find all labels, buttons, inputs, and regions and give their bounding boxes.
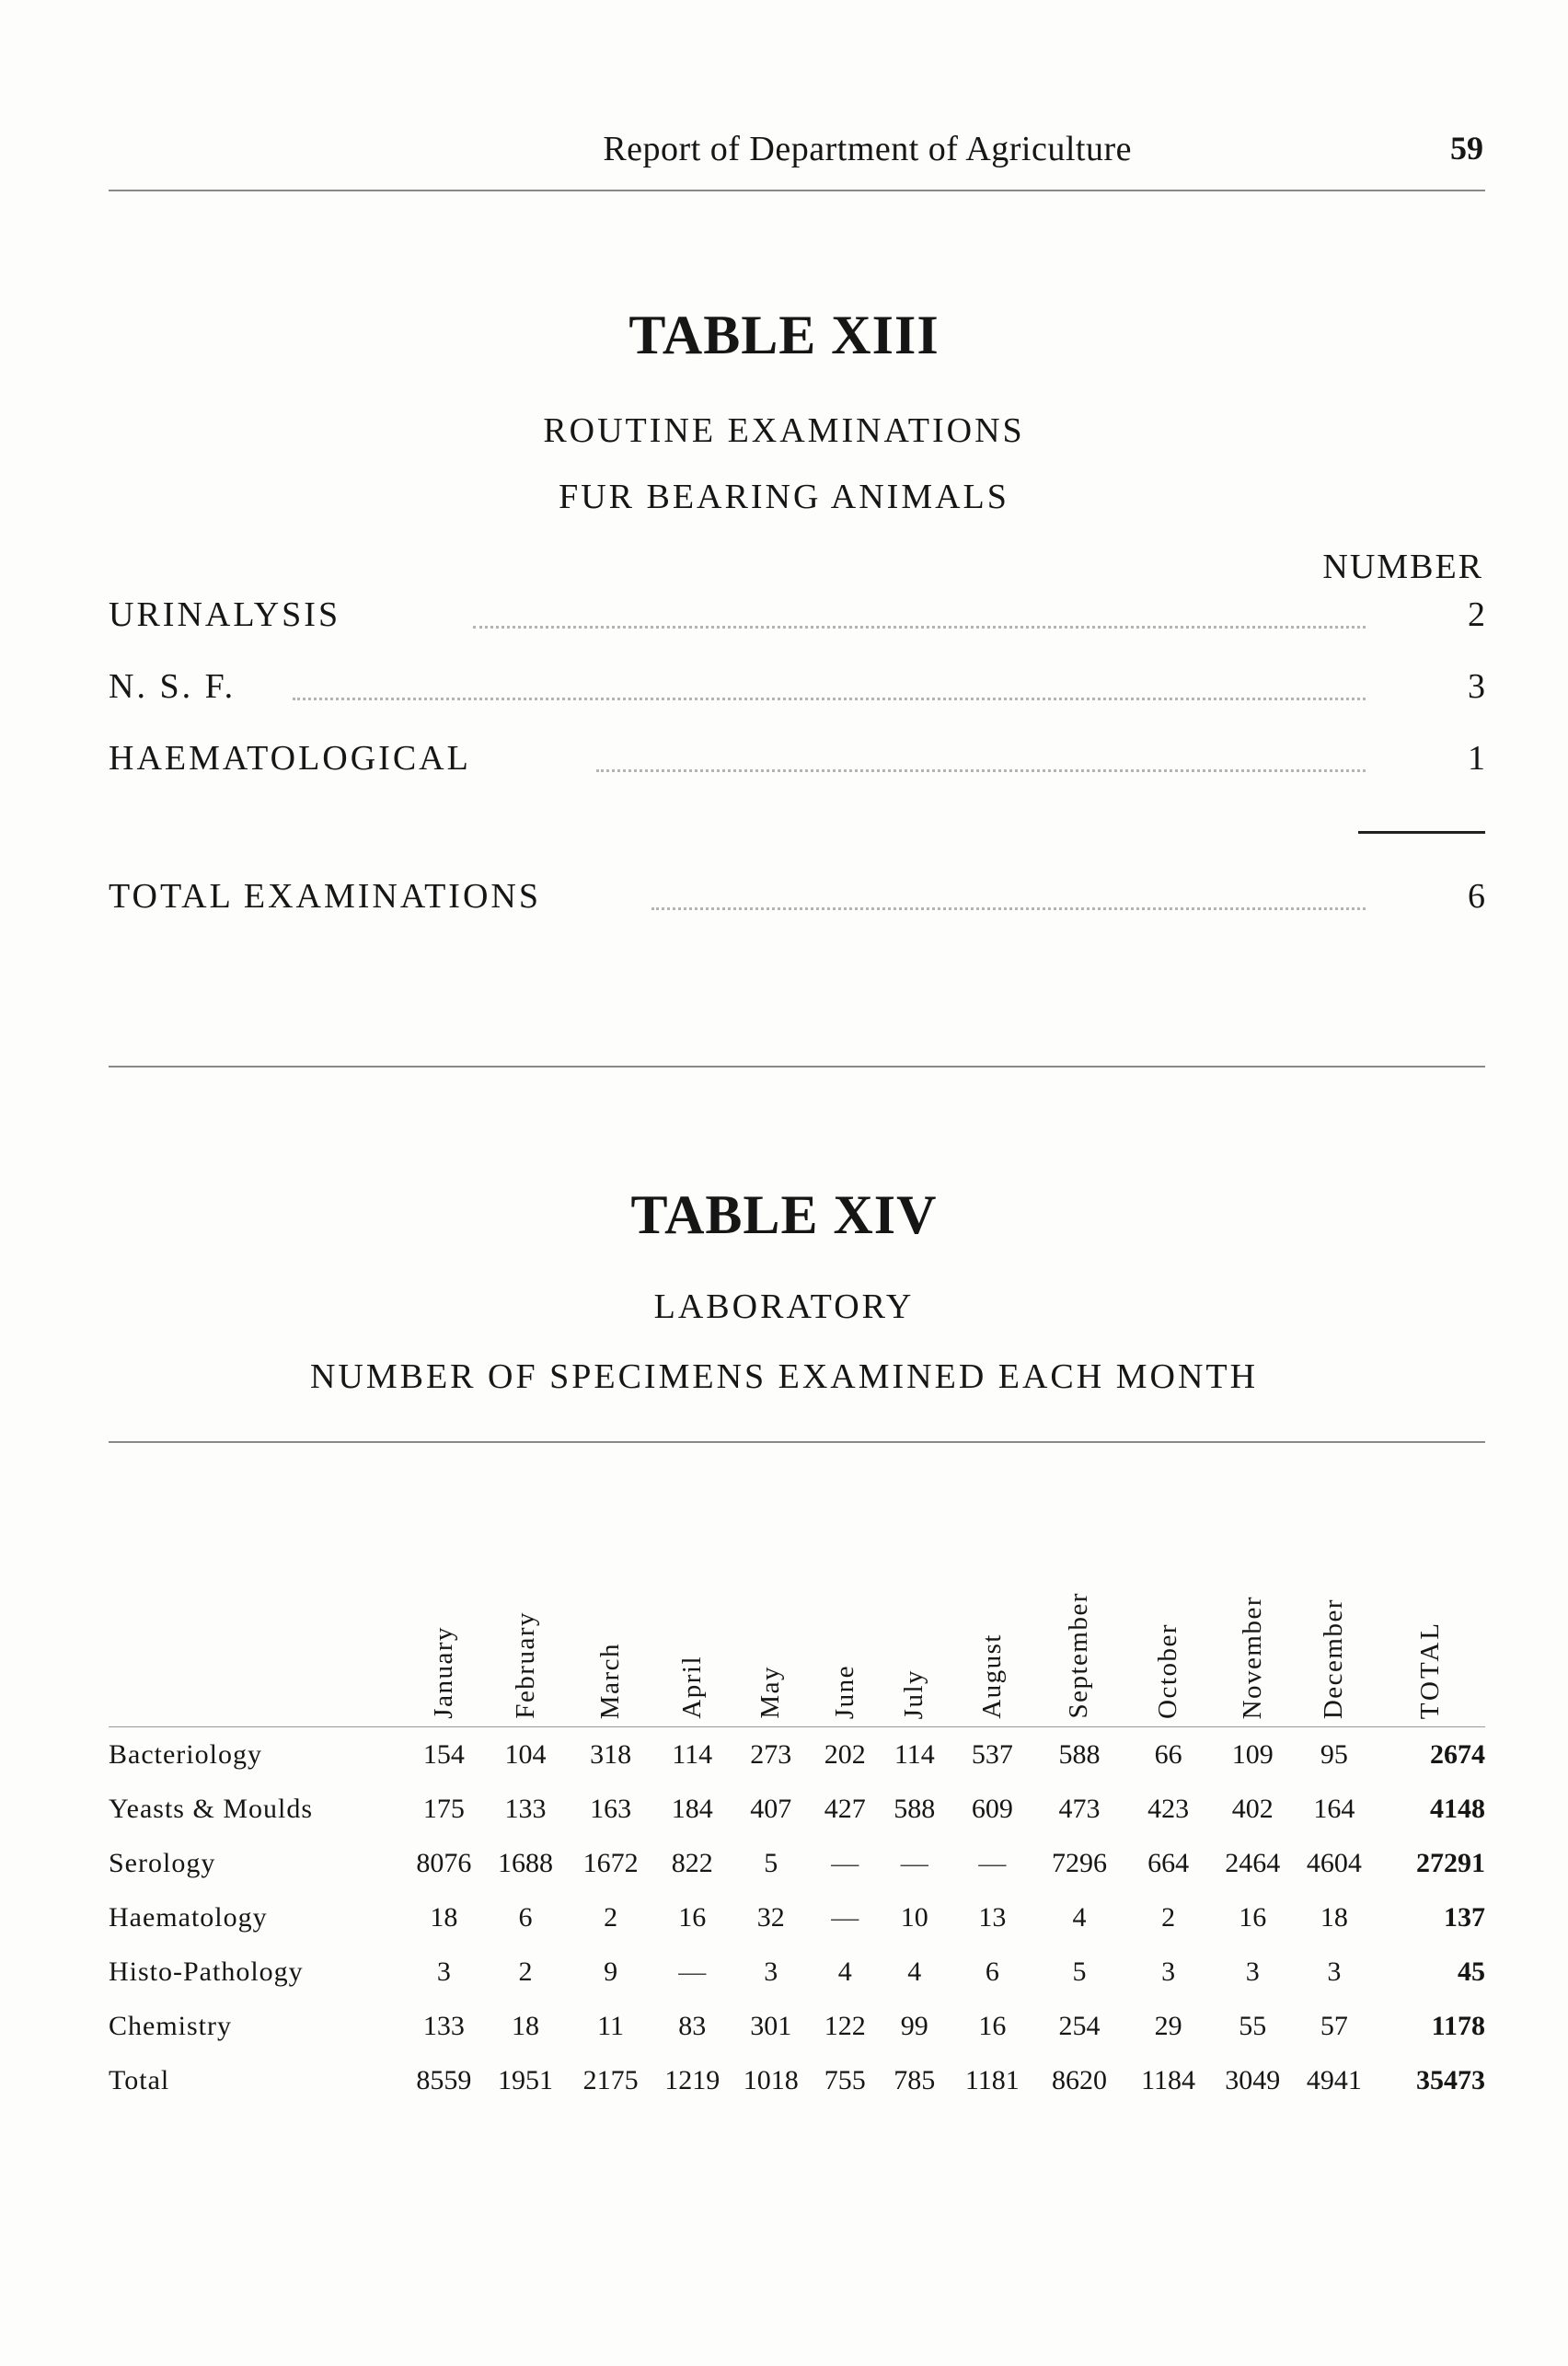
table-cell: 273 [750, 1738, 792, 1770]
row-label: Haematology [109, 1901, 268, 1933]
table-cell: 3 [436, 1956, 451, 1987]
table-cell: 3049 [1225, 2064, 1281, 2095]
table-cell: 184 [671, 1793, 713, 1824]
table-cell: 1219 [664, 2064, 721, 2095]
table-cell: 822 [671, 1847, 713, 1878]
table-cell: 16 [678, 1901, 707, 1933]
exam-total-value: 6 [1468, 877, 1485, 916]
table-cell: 154 [422, 1738, 465, 1770]
exam-label: N. S. F. [109, 667, 236, 706]
table-cell: 8620 [1051, 2064, 1107, 2095]
table-cell: 4 [1072, 1901, 1087, 1933]
table14-top-rule [109, 1441, 1485, 1443]
table-row [109, 2053, 1485, 2107]
table-cell: 664 [1147, 1847, 1190, 1878]
col-march: March [568, 1489, 653, 1727]
header-row [109, 1489, 1485, 1727]
row-label: Yeasts & Moulds [109, 1793, 313, 1824]
row-label: Total [109, 2064, 170, 2095]
leader-dots [651, 907, 1366, 910]
table-cell: 318 [590, 1738, 632, 1770]
table-cell: 3 [764, 1956, 778, 1987]
table-cell: 537 [971, 1738, 1013, 1770]
table-cell: 5 [764, 1847, 778, 1878]
table-cell: 473 [1058, 1793, 1101, 1824]
table-row [109, 1945, 1485, 1999]
table-cell: 2 [518, 1956, 533, 1987]
table-cell: 588 [1058, 1738, 1101, 1770]
col-november: November [1213, 1489, 1293, 1727]
table-cell: 109 [1231, 1738, 1274, 1770]
col-august: August [950, 1489, 1035, 1727]
row-label: Bacteriology [109, 1738, 262, 1770]
table-cell: 4604 [1306, 1847, 1362, 1878]
col-may: May [731, 1489, 811, 1727]
exam-row-haematological [109, 738, 1485, 784]
col-total: TOTAL [1376, 1489, 1485, 1727]
table-cell: 8076 [416, 1847, 472, 1878]
exam-row-total [109, 876, 1485, 922]
row-total-cell: 1178 [1431, 2010, 1485, 2041]
exam-label: HAEMATOLOGICAL [109, 739, 471, 778]
table-cell: 9 [604, 1956, 618, 1987]
page-number: 59 [1450, 130, 1483, 167]
col-june: June [811, 1489, 879, 1727]
table-cell: 2464 [1225, 1847, 1281, 1878]
table-cell: 1184 [1141, 2064, 1196, 2095]
table-cell: 5 [1072, 1956, 1087, 1987]
table-cell: — [678, 1956, 707, 1987]
table-cell: 407 [750, 1793, 792, 1824]
row-label: Serology [109, 1847, 216, 1878]
table-row [109, 1999, 1485, 2053]
table-cell: 163 [590, 1793, 632, 1824]
col-october: October [1124, 1489, 1213, 1727]
table-cell: 2 [604, 1901, 618, 1933]
table-cell: 66 [1154, 1738, 1182, 1770]
exam-value: 2 [1468, 595, 1485, 634]
table-cell: 3 [1161, 1956, 1176, 1987]
table-cell: 4 [837, 1956, 852, 1987]
table-cell: 254 [1058, 2010, 1101, 2041]
table-cell: — [978, 1847, 1007, 1878]
table-cell: 6 [518, 1901, 533, 1933]
exam-label: URINALYSIS [109, 595, 341, 634]
col-february: February [483, 1489, 569, 1727]
table-cell: 755 [824, 2064, 866, 2095]
section-divider [109, 1066, 1485, 1068]
table-cell: 2175 [582, 2064, 639, 2095]
table-cell: 11 [597, 2010, 625, 2041]
table-cell: — [900, 1847, 928, 1878]
table-cell: 6 [985, 1956, 999, 1987]
table-cell: 114 [672, 1738, 713, 1770]
table-cell: 7296 [1051, 1847, 1107, 1878]
col-january: January [405, 1489, 483, 1727]
table-cell: 785 [894, 2064, 936, 2095]
running-head: Report of Department of Agriculture [603, 130, 1132, 168]
table-cell: 57 [1320, 2010, 1348, 2041]
table-cell: 423 [1147, 1793, 1190, 1824]
row-total-cell: 2674 [1430, 1738, 1485, 1770]
table-cell: 99 [900, 2010, 928, 2041]
table-cell: 10 [900, 1901, 928, 1933]
number-column-header: NUMBER [1322, 548, 1483, 586]
exam-row-urinalysis [109, 594, 1485, 641]
table-cell: 18 [512, 2010, 539, 2041]
table-cell: 202 [824, 1738, 866, 1770]
table-cell: 427 [824, 1793, 866, 1824]
table-cell: 588 [894, 1793, 936, 1824]
row-label: Histo-Pathology [109, 1956, 304, 1987]
table-row [109, 1727, 1485, 1783]
table-cell: 609 [971, 1793, 1013, 1824]
table-cell: 16 [978, 2010, 1007, 2041]
table-cell: 1688 [498, 1847, 553, 1878]
table-row [109, 1890, 1485, 1945]
table-cell: 114 [894, 1738, 935, 1770]
table-cell: 2 [1161, 1901, 1176, 1933]
table-cell: 133 [422, 2010, 465, 2041]
sum-rule [1358, 831, 1485, 834]
table13-subtitle-2: FUR BEARING ANIMALS [559, 478, 1009, 516]
table-cell: 18 [430, 1901, 458, 1933]
header-rule [109, 190, 1485, 191]
table-cell: 29 [1154, 2010, 1182, 2041]
table-cell: — [831, 1847, 859, 1878]
table-cell: 402 [1231, 1793, 1274, 1824]
row-total-cell: 45 [1458, 1956, 1485, 1987]
table14-title: TABLE XIV [630, 1184, 938, 1245]
table-row [109, 1782, 1485, 1836]
table-cell: 164 [1313, 1793, 1355, 1824]
row-total-cell: 27291 [1416, 1847, 1485, 1878]
table-cell: 18 [1320, 1901, 1348, 1933]
table-cell: 32 [756, 1901, 785, 1933]
exam-total-label: TOTAL EXAMINATIONS [109, 877, 541, 916]
table-cell: 1951 [498, 2064, 553, 2095]
leader-dots [596, 769, 1366, 772]
table-cell: 8559 [416, 2064, 472, 2095]
leader-dots [473, 626, 1366, 629]
table14-subtitle-2: NUMBER OF SPECIMENS EXAMINED EACH MONTH [309, 1357, 1259, 1396]
table-cell: 83 [678, 2010, 707, 2041]
table-cell: 122 [824, 2010, 866, 2041]
table13-subtitle-1: ROUTINE EXAMINATIONS [543, 411, 1025, 450]
table-cell: 175 [422, 1793, 465, 1824]
table14-subtitle-1: LABORATORY [653, 1287, 915, 1326]
exam-value: 3 [1468, 667, 1485, 706]
exam-value: 1 [1468, 739, 1485, 778]
table-cell: 104 [504, 1738, 547, 1770]
table-cell: 4 [907, 1956, 922, 1987]
table-cell: — [831, 1901, 859, 1933]
table-cell: 13 [978, 1901, 1007, 1933]
table-cell: 1018 [743, 2064, 799, 2095]
col-april: April [653, 1489, 732, 1727]
table-cell: 3 [1245, 1956, 1260, 1987]
col-december: December [1293, 1489, 1377, 1727]
table-cell: 1672 [582, 1847, 639, 1878]
table-cell: 1181 [964, 2064, 1020, 2095]
table-cell: 301 [750, 2010, 792, 2041]
row-total-cell: 137 [1444, 1901, 1485, 1933]
row-label-header [109, 1489, 405, 1727]
table-row [109, 1836, 1485, 1890]
table-cell: 16 [1239, 1901, 1267, 1933]
row-total-cell: 35473 [1416, 2064, 1485, 2095]
exam-row-nsf [109, 666, 1485, 712]
row-label: Chemistry [109, 2010, 232, 2041]
col-september: September [1035, 1489, 1124, 1727]
row-total-cell: 4148 [1430, 1793, 1485, 1824]
table13-title: TABLE XIII [628, 305, 940, 365]
specimens-table [109, 1489, 1485, 2107]
table-cell: 95 [1320, 1738, 1348, 1770]
table-cell: 4941 [1306, 2064, 1362, 2095]
col-july: July [880, 1489, 951, 1727]
leader-dots [293, 698, 1366, 700]
table-cell: 133 [504, 1793, 547, 1824]
table-cell: 55 [1239, 2010, 1267, 2041]
table-cell: 3 [1327, 1956, 1342, 1987]
